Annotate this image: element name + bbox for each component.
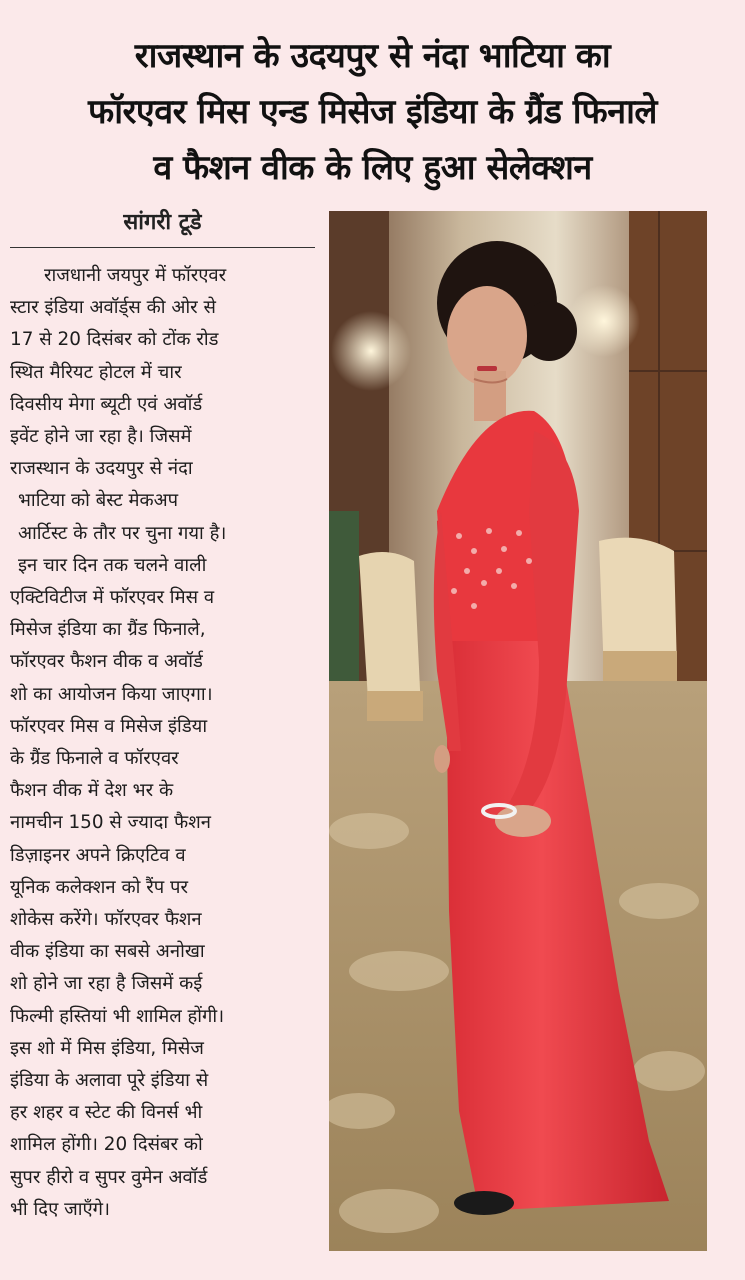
article-line: यूनिक कलेक्शन को रैंप पर — [10, 876, 188, 898]
byline: सांगरी टूडे — [123, 210, 202, 235]
headline-line: फॉरएवर मिस एन्ड मिसेज इंडिया के ग्रैंड फिनाले — [88, 92, 657, 132]
article-line: फॉरएवर फैशन वीक व अवॉर्ड — [10, 651, 203, 673]
article-line: इन चार दिन तक चलने वाली — [18, 554, 207, 576]
article-line: शो का आयोजन किया जाएगा। — [10, 683, 213, 705]
article-line: नामचीन 150 से ज्यादा फैशन — [10, 812, 211, 834]
article-line: इस शो में मिस इंडिया, मिसेज — [10, 1037, 204, 1059]
article-line: 17 से 20 दिसंबर को टोंक रोड — [10, 329, 219, 351]
article-line: भी दिए जाएँगे। — [10, 1198, 110, 1220]
article-line: दिवसीय मेगा ब्यूटी एवं अवॉर्ड — [10, 393, 203, 415]
headline — [0, 28, 745, 196]
article-line: स्थित मैरियट होटल में चार — [10, 361, 182, 383]
article-line: स्टार इंडिया अवॉर्ड्स की ओर से — [10, 297, 216, 319]
article-line: आर्टिस्ट के तौर पर चुना गया है। — [18, 522, 227, 544]
article-line: वीक इंडिया का सबसे अनोखा — [10, 941, 205, 963]
article-line: इवेंट होने जा रहा है। जिसमें — [10, 426, 192, 448]
article-line: के ग्रैंड फिनाले व फॉरएवर — [10, 748, 179, 770]
article-line: फैशन वीक में देश भर के — [10, 780, 174, 802]
article-line: भाटिया को बेस्ट मेकअप — [18, 490, 179, 512]
article-line: फिल्मी हस्तियां भी शामिल होंगी। — [10, 1005, 225, 1027]
headline-line: व फैशन वीक के लिए हुआ सेलेक्शन — [153, 148, 592, 188]
photo-illustration — [329, 211, 707, 1251]
article-line: डिज़ाइनर अपने क्रिएटिव व — [10, 844, 186, 866]
article-line: शो होने जा रहा है जिसमें कई — [10, 973, 203, 995]
byline-divider — [10, 247, 315, 248]
article-line: एक्टिविटीज में फॉरएवर मिस व — [10, 587, 215, 609]
article-body — [10, 260, 316, 1226]
article-line: राजधानी जयपुर में फॉरएवर — [44, 265, 227, 286]
article-line: इंडिया के अलावा पूरे इंडिया से — [10, 1070, 209, 1092]
article-line: राजस्थान के उदयपुर से नंदा — [10, 458, 193, 480]
article-line: सुपर हीरो व सुपर वुमेन अवॉर्ड — [10, 1166, 208, 1188]
article-line: मिसेज इंडिया का ग्रैंड फिनाले, — [10, 619, 206, 641]
article-line: हर शहर व स्टेट की विनर्स भी — [10, 1102, 203, 1124]
article-photo — [329, 211, 707, 1251]
article-line: शामिल होंगी। 20 दिसंबर को — [10, 1134, 203, 1156]
article-line: शोकेस करेंगे। फॉरएवर फैशन — [10, 909, 202, 931]
article-line: फॉरएवर मिस व मिसेज इंडिया — [10, 715, 208, 737]
headline-line: राजस्थान के उदयपुर से नंदा भाटिया का — [134, 36, 611, 76]
